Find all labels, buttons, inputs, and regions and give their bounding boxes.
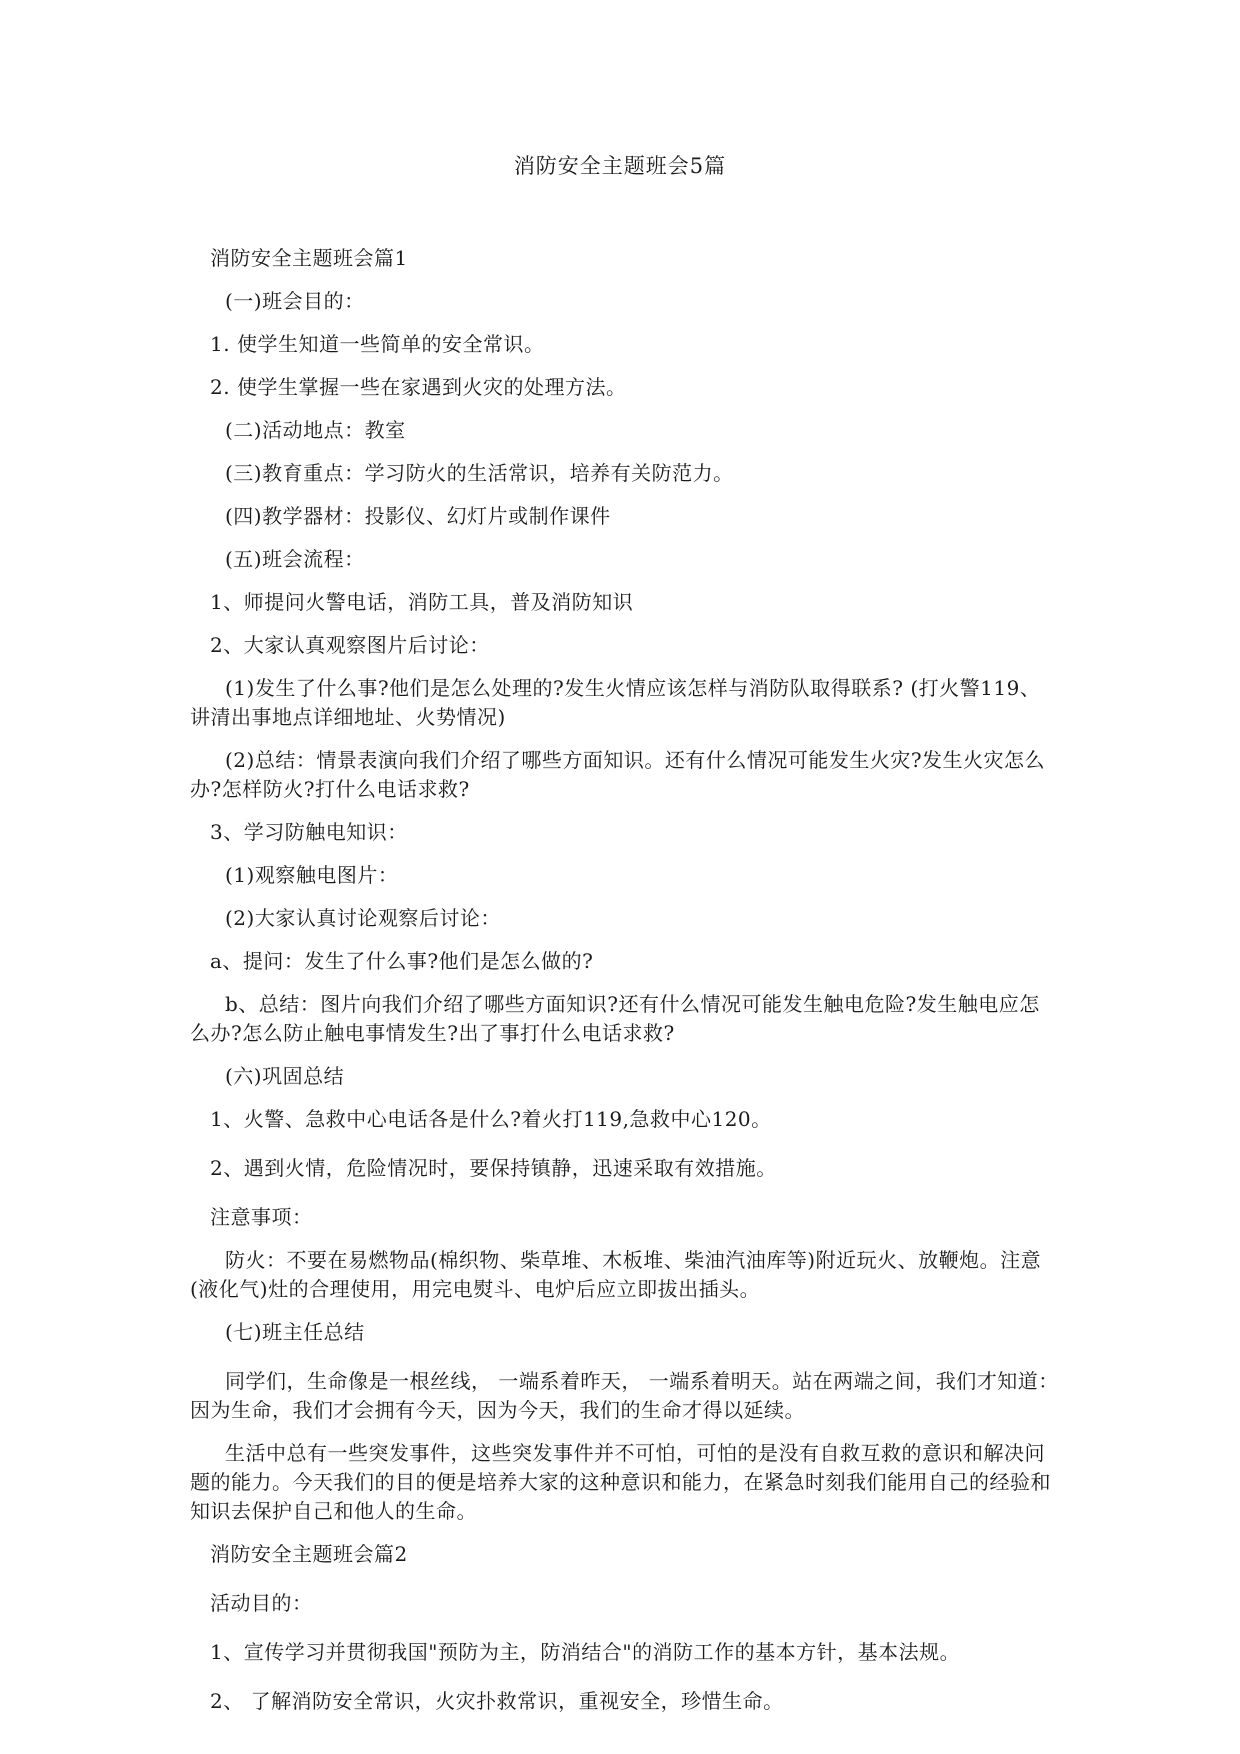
list-item: 1、师提问火警电话，消防工具，普及消防知识 (210, 590, 634, 614)
paragraph: (六)巩固总结 (225, 1064, 345, 1088)
list-item: 1、宣传学习并贯彻我国"预防为主，防消结合"的消防工作的基本方针，基本法规。 (210, 1640, 961, 1664)
section-heading: 消防安全主题班会篇1 (210, 246, 408, 270)
list-item: a、提问：发生了什么事?他们是怎么做的? (210, 949, 594, 973)
paragraph: (七)班主任总结 (225, 1320, 365, 1344)
list-item: 2. 使学生掌握一些在家遇到火灾的处理方法。 (210, 375, 627, 399)
paragraph: 同学们，生命像是一根丝线， 一端系着昨天， 一端系着明天。站在两端之间，我们才知道： 因为生命，我们才会拥有今天，因为今天，我们的生命才得以延续。 (190, 1369, 1059, 1422)
paragraph: 生活中总有一些突发事件，这些突发事件并不可怕，可怕的是没有自救互救的意识和解决问题的能力。今天我们的目的便是培养大家的这种意识和能力，在紧急时刻我们能用自己的经验和知识去保护自己和他人的生命。 (190, 1441, 1051, 1523)
list-item: 1. 使学生知道一些简单的安全常识。 (210, 332, 545, 356)
list-item: 2、 了解消防安全常识，火灾扑救常识，重视安全，珍惜生命。 (210, 1689, 784, 1713)
paragraph: (二)活动地点：教室 (225, 418, 406, 442)
paragraph: (2)总结：情景表演向我们介绍了哪些方面知识。还有什么情况可能发生火灾?发生火灾怎么办?怎样防火?打什么电话求救? (190, 748, 1046, 801)
paragraph: (一)班会目的： (225, 289, 365, 313)
document-title: 消防安全主题班会5篇 (513, 154, 727, 178)
paragraph: 活动目的： (210, 1591, 313, 1615)
paragraph: (1)观察触电图片： (225, 863, 399, 887)
paragraph: b、总结：图片向我们介绍了哪些方面知识?还有什么情况可能发生触电危险?发生触电应怎么办?怎么防止触电事情发生?出了事打什么电话求救? (190, 992, 1040, 1045)
paragraph: (1)发生了什么事?他们是怎么处理的?发生火情应该怎样与消防队取得联系? (打火警119、讲清出事地点详细地址、火势情况) (190, 676, 1041, 729)
paragraph: 注意事项： (210, 1205, 313, 1229)
paragraph: (三)教育重点：学习防火的生活常识，培养有关防范力。 (225, 461, 734, 485)
list-item: 2、遇到火情，危险情况时，要保持镇静，迅速采取有效措施。 (210, 1156, 777, 1180)
document-body (190, 244, 1060, 1730)
paragraph: (四)教学器材：投影仪、幻灯片或制作课件 (225, 504, 611, 528)
paragraph: (五)班会流程： (225, 547, 365, 571)
list-item: 1、火警、急救中心电话各是什么?着火打119,急救中心120。 (210, 1107, 772, 1131)
list-item: 3、学习防触电知识： (210, 820, 408, 844)
paragraph: (2)大家认真讨论观察后讨论： (225, 906, 501, 930)
paragraph: 防火：不要在易燃物品(棉织物、柴草堆、木板堆、柴油汽油库等)附近玩火、放鞭炮。注意(液化气)灶的合理使用，用完电熨斗、电炉后应立即拔出插头。 (190, 1248, 1042, 1301)
section-heading: 消防安全主题班会篇2 (210, 1542, 408, 1566)
list-item: 2、大家认真观察图片后讨论： (210, 633, 490, 657)
